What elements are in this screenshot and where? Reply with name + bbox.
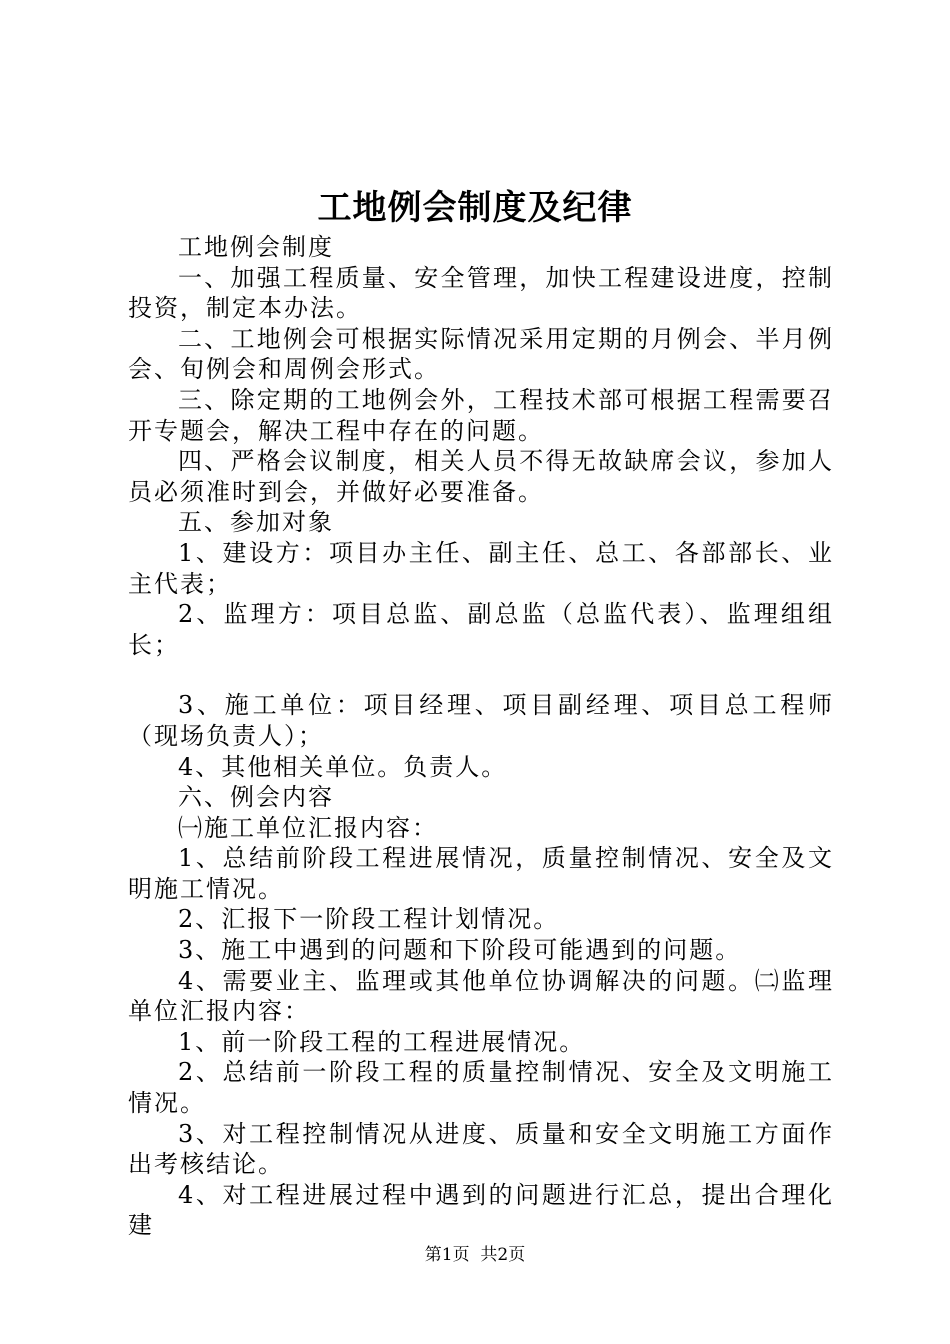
paragraph: 4、对工程进展过程中遇到的问题进行汇总，提出合理化建 [128,1180,834,1240]
paragraph: 2、汇报下一阶段工程计划情况。 [178,905,560,934]
paragraph: 2、监理方：项目总监、副总监（总监代表）、监理组组长； [128,600,834,659]
paragraph: 4、其他相关单位。负责人。 [178,752,508,781]
paragraph: 工地例会制度 [178,233,334,261]
paragraph: 4、需要业主、监理或其他单位协调解决的问题。㈡监理单位汇报内容： [128,966,834,1026]
document-title: 工地例会制度及纪律 [317,188,633,228]
paragraph: ㈠施工单位汇报内容： [178,813,438,842]
paragraph: 一、加强工程质量、安全管理，加快工程建设进度，控制投资，制定本办法。 [128,263,834,323]
paragraph: 1、总结前阶段工程进展情况，质量控制情况、安全及文明施工情况。 [128,844,834,903]
document-body [128,232,834,1241]
paragraph: 3、施工单位：项目经理、项目副经理、项目总工程师（现场负责人）； [128,691,834,750]
paragraph: 六、例会内容 [178,783,334,812]
page-footer [0,1244,950,1266]
paragraph: 3、施工中遇到的问题和下阶段可能遇到的问题。 [178,936,742,965]
page-total: 共2页 [480,1245,526,1265]
paragraph: 四、严格会议制度，相关人员不得无故缺席会议，参加人员必须准时到会，并做好必要准备。 [128,447,834,506]
paragraph: 3、对工程控制情况从进度、质量和安全文明施工方面作出考核结论。 [128,1119,834,1179]
paragraph: 1、前一阶段工程的工程进展情况。 [178,1027,586,1056]
paragraph: 1、建设方：项目办主任、副主任、总工、各部部长、业主代表； [128,538,834,598]
paragraph: 2、总结前一阶段工程的质量控制情况、安全及文明施工情况。 [128,1058,834,1118]
paragraph: 二、工地例会可根据实际情况采用定期的月例会、半月例会、旬例会和周例会形式。 [128,324,834,384]
paragraph: 五、参加对象 [178,508,334,537]
page-number: 第1页 [424,1245,470,1265]
paragraph: 三、除定期的工地例会外，工程技术部可根据工程需要召开专题会，解决工程中存在的问题。 [128,385,834,445]
